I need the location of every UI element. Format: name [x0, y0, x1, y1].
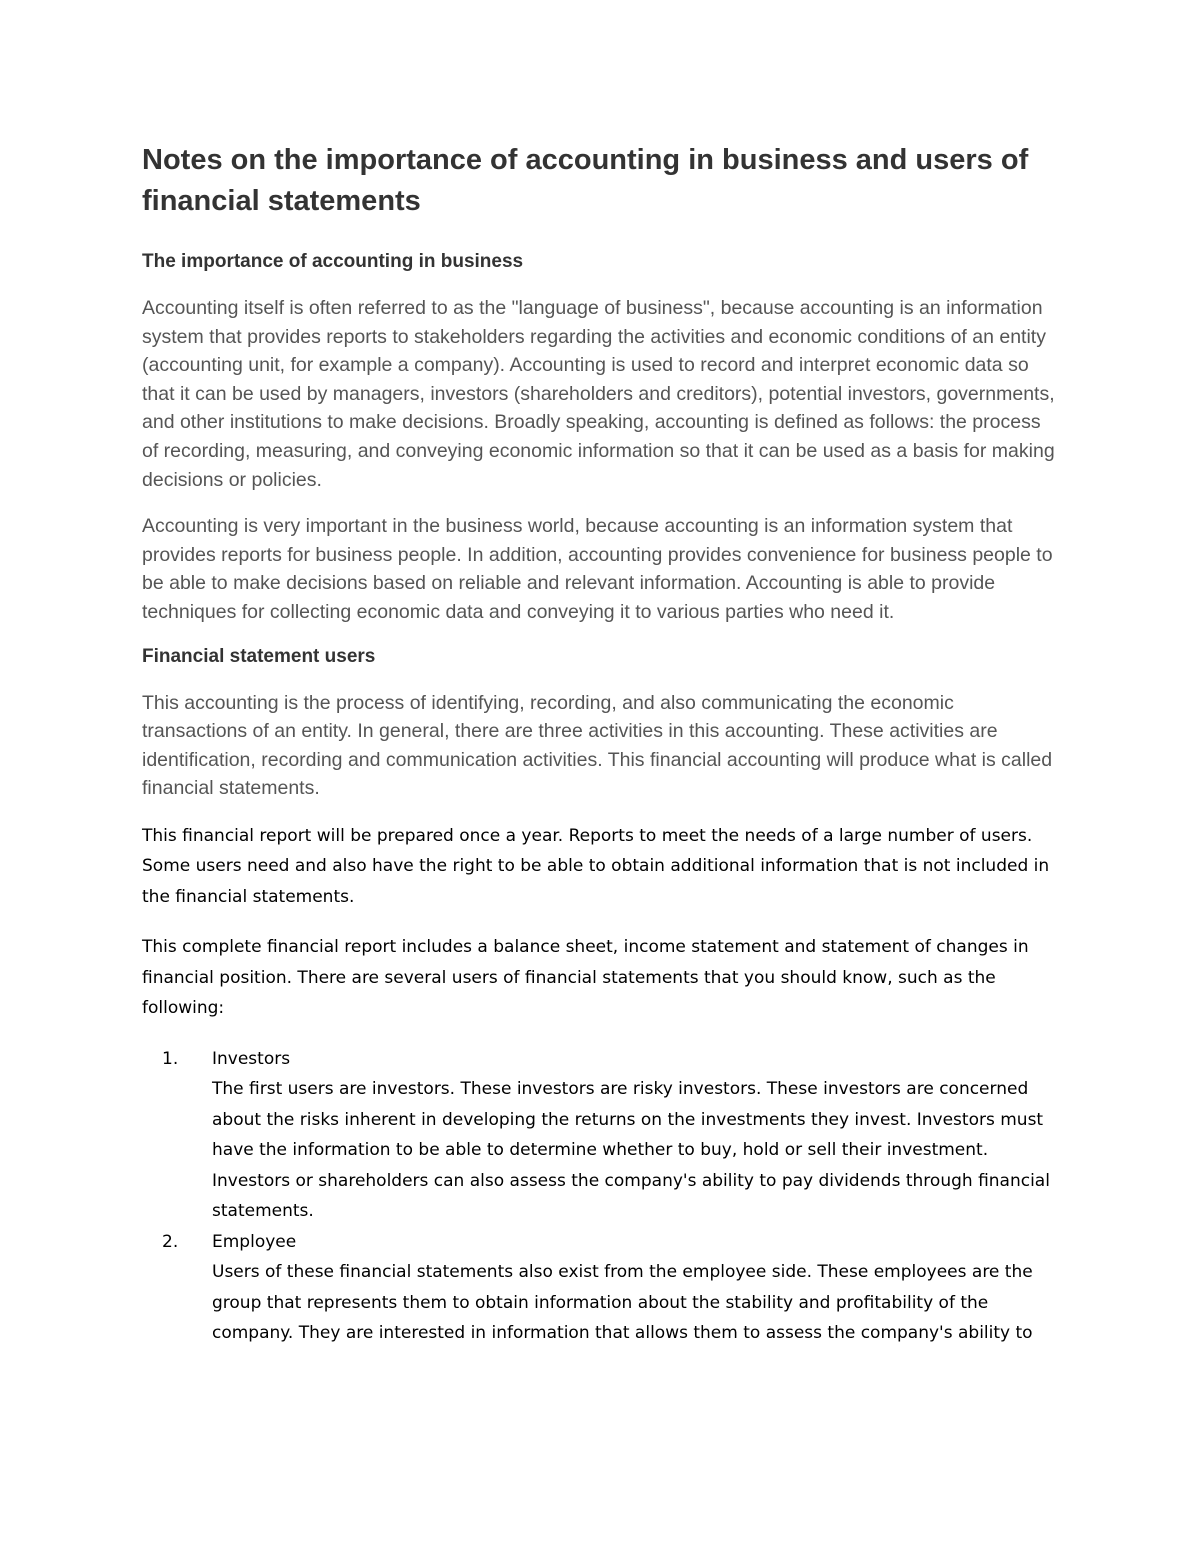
section-heading-users: Financial statement users [142, 645, 376, 667]
section-heading-importance: The importance of accounting in business [142, 251, 524, 272]
paragraph: Accounting is very important in the business world, because accounting is an information system that provides reports for business people. In addition, accounting provides convenience for business people to be able to make decisions based on reliable and relevant information. Accounting is able to provide techniques for collecting economic data and conveying it to various parties who need it. [142, 515, 1053, 623]
page-title: Notes on the importance of accounting in business and users of financial statements [142, 144, 1029, 217]
users-list [142, 1044, 1062, 1349]
document-page [142, 140, 1062, 1349]
list-item [142, 1044, 1062, 1227]
list-item-title: Employee [212, 1231, 297, 1252]
list-item-text: The first users are investors. These investors are risky investors. These investors are concerned about the risks inherent in developing the returns on the investments they invest. Investors must have the information to be able to determine whether to buy, hold or sell their investment. Investors or shareholders can also assess the company's ability to pay dividends through financial statements. [212, 1079, 1050, 1222]
list-number: 1. [162, 1048, 179, 1069]
paragraph: This accounting is the process of identifying, recording, and also communicating the economic transactions of an entity. In general, there are three activities in this accounting. These activities are identification, recording and communication activities. This financial accounting will produce what is called financial statements. [142, 691, 1053, 800]
list-number: 2. [162, 1231, 179, 1252]
paragraph: This complete financial report includes a balance sheet, income statement and statement of changes in financial position. There are several users of financial statements that you should know, such as the following: [142, 937, 1029, 1019]
list-item [142, 1227, 1062, 1349]
list-item-title: Investors [212, 1048, 291, 1069]
list-item-text: Users of these financial statements also exist from the employee side. These employees are the group that represents them to obtain information about the stability and profitability of the company. They are interested in information that allows them to assess the company's ability to [212, 1262, 1033, 1344]
paragraph: This financial report will be prepared once a year. Reports to meet the needs of a large number of users. Some users need and also have the right to be able to obtain additional information that is not included in the financial statements. [142, 825, 1050, 907]
paragraph: Accounting itself is often referred to as the "language of business", because accounting is an information system that provides reports to stakeholders regarding the activities and economic conditions of an entity (accounting unit, for example a company). Accounting is used to record and interpret economic data so that it can be used by managers, investors (shareholders and creditors), potential investors, governments, and other institutions to make decisions. Broadly speaking, accounting is defined as follows: the process of recording, measuring, and conveying economic information so that it can be used as a basis for making decisions or policies. [142, 297, 1055, 491]
